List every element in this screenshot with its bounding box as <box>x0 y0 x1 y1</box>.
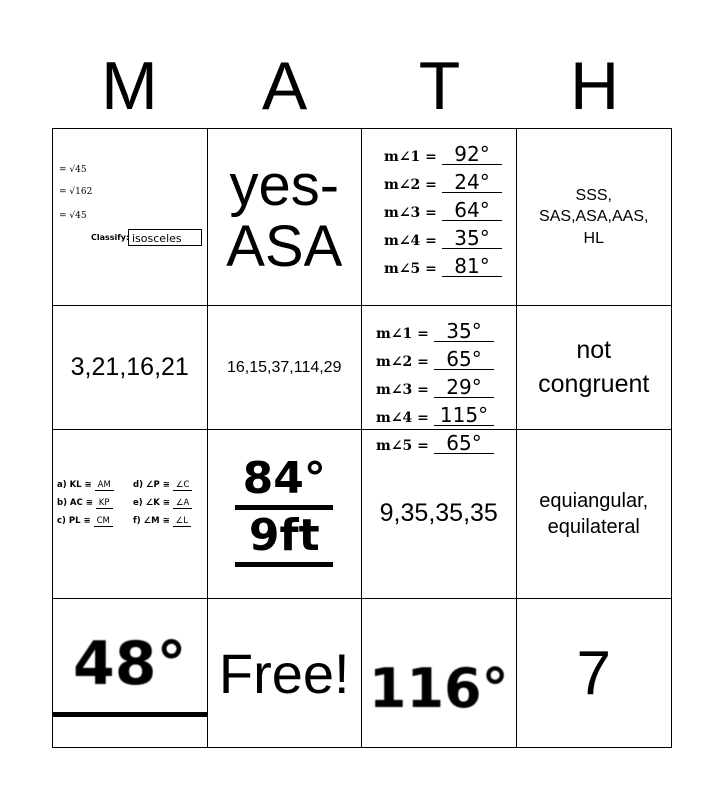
cell-text: 116° <box>368 656 509 720</box>
cell-r1c1[interactable] <box>53 129 208 306</box>
cell-r3c2[interactable] <box>208 430 363 600</box>
angle-value-1: 35° <box>434 321 494 342</box>
angle-value-4: 35° <box>442 228 502 249</box>
cong-label-a: a) KL ≅ <box>57 479 92 490</box>
cell-r2c3[interactable] <box>362 306 517 456</box>
cell-r1c2[interactable] <box>208 129 363 306</box>
header-letter-h: H <box>569 48 620 124</box>
angle-label-2: m∠2 = <box>376 354 429 371</box>
cong-value-a: AM <box>95 480 114 491</box>
fraction <box>235 452 333 571</box>
cell-text: equiangular, equilateral <box>539 489 649 538</box>
cong-value-d: ∠C <box>173 480 193 491</box>
angle-label-4: m∠4 = <box>376 410 429 427</box>
angle-label-1: m∠1 = <box>376 326 429 343</box>
cell-text: 7 <box>576 638 611 708</box>
angle-value-3: 29° <box>434 377 494 398</box>
angle-label-4: m∠4 = <box>384 233 437 249</box>
classify-line-3: = √45 <box>59 211 87 221</box>
cell-text: yes-ASA <box>226 153 343 280</box>
angle-value-4: 115° <box>434 405 494 426</box>
fraction-numerator: 84° <box>242 452 326 504</box>
fraction-denominator: 9ft <box>248 509 320 561</box>
angle-label-5: m∠5 = <box>384 261 437 277</box>
angle-label-5: m∠5 = <box>376 438 429 455</box>
cell-r4c1[interactable] <box>53 599 208 747</box>
underline <box>53 712 207 717</box>
cell-r4c3[interactable] <box>362 599 517 747</box>
cell-r2c1[interactable] <box>53 306 208 429</box>
cell-r1c4[interactable] <box>517 129 672 306</box>
cell-text: 3,21,16,21 <box>70 352 189 381</box>
cell-r2c2[interactable] <box>208 306 363 429</box>
cong-label-d: d) ∠P ≅ <box>133 479 170 490</box>
angle-label-2: m∠2 = <box>384 177 437 193</box>
classify-label: Classify: <box>91 233 130 242</box>
cell-r3c3[interactable] <box>362 430 517 600</box>
header-letter-a: A <box>261 48 308 124</box>
angle-value-5: 81° <box>442 256 502 277</box>
angle-value-3: 64° <box>442 200 502 221</box>
angle-value-2: 24° <box>442 172 502 193</box>
angle-label-3: m∠3 = <box>376 382 429 399</box>
congruence-list <box>57 476 203 530</box>
header-letter-t: T <box>418 48 461 124</box>
cong-label-f: f) ∠M ≅ <box>133 515 170 526</box>
classify-line-2: = √162 <box>59 187 93 197</box>
cell-r2c4[interactable] <box>517 306 672 429</box>
cell-text: SSS, SAS,ASA,AAS, HL <box>539 186 649 248</box>
header-letter-m: M <box>101 48 158 124</box>
cell-r4c4[interactable] <box>517 599 672 747</box>
classify-line-1: = √45 <box>59 165 87 175</box>
cell-r1c3[interactable] <box>362 129 517 306</box>
cong-label-e: e) ∠K ≅ <box>133 497 170 508</box>
cell-text: 48° <box>73 629 187 700</box>
cong-value-b: KP <box>96 498 113 509</box>
classify-answer: isosceles <box>128 229 202 246</box>
cell-text: not congruent <box>538 335 650 398</box>
cell-text: Free! <box>218 641 350 705</box>
bingo-grid <box>52 128 672 748</box>
angle-label-1: m∠1 = <box>384 149 437 165</box>
angle-value-2: 65° <box>434 349 494 370</box>
angle-list <box>384 137 502 277</box>
cong-label-b: b) AC ≅ <box>57 497 93 508</box>
cong-value-c: CM <box>94 516 113 527</box>
cong-value-f: ∠L <box>173 516 191 527</box>
angle-value-1: 92° <box>442 144 502 165</box>
underline <box>235 562 333 567</box>
cong-value-e: ∠A <box>173 498 192 509</box>
cell-text: 16,15,37,114,29 <box>227 358 342 376</box>
cell-r3c4[interactable] <box>517 430 672 600</box>
angle-value-5: 65° <box>434 433 494 454</box>
angle-label-3: m∠3 = <box>384 205 437 221</box>
cong-label-c: c) PL ≅ <box>57 515 91 526</box>
cell-r3c1[interactable] <box>53 430 208 600</box>
cell-r4c2[interactable] <box>208 599 363 747</box>
cell-text: 9,35,35,35 <box>379 499 498 528</box>
